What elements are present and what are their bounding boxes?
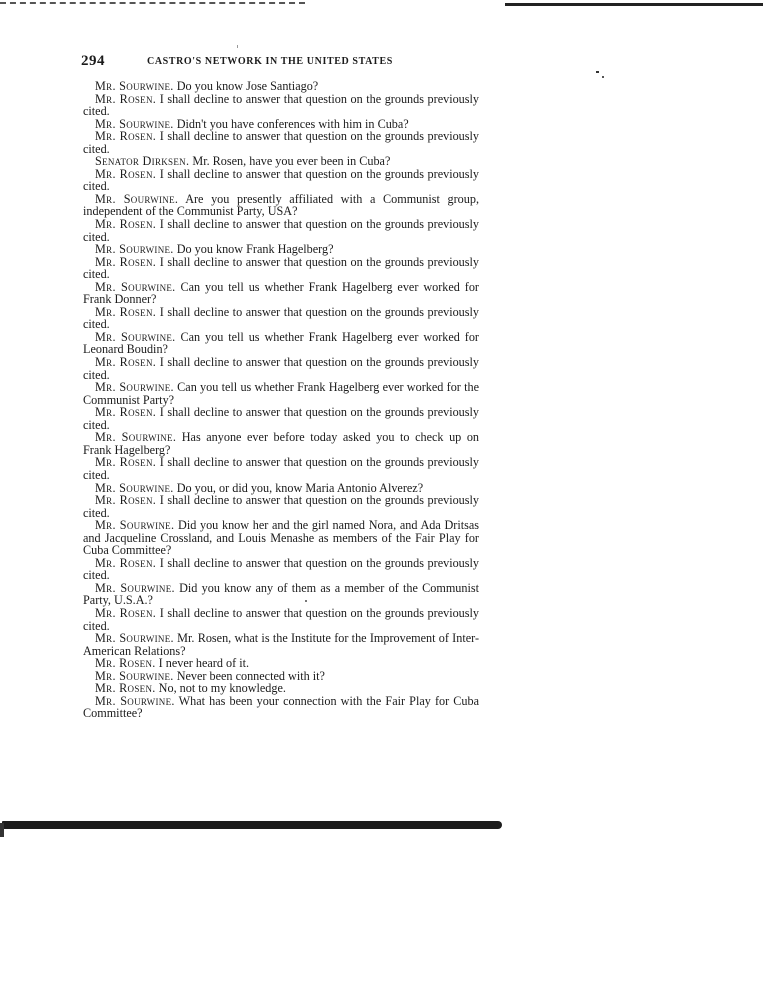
transcript-paragraph xyxy=(83,356,479,381)
speaker-name: Mr. Rosen. xyxy=(95,166,157,181)
testimony-text: Never been connected with it? xyxy=(176,668,325,683)
speaker-name: Mr. Sourwine. xyxy=(95,191,179,206)
speaker-name: Mr. Rosen. xyxy=(95,555,157,570)
speaker-name: Mr. Rosen. xyxy=(95,493,157,508)
transcript-paragraph xyxy=(83,607,479,632)
transcript-paragraph xyxy=(83,193,479,218)
transcript-paragraph xyxy=(83,93,479,118)
testimony-text: No, not to my knowledge. xyxy=(158,681,286,696)
speaker-name: Mr. Sourwine. xyxy=(95,279,176,294)
transcript-paragraph xyxy=(83,218,479,243)
speaker-name: Mr. Sourwine. xyxy=(95,116,174,131)
transcript-paragraph xyxy=(83,406,479,431)
testimony-text: Do you know Jose Santiago? xyxy=(176,79,319,93)
transcript-paragraph xyxy=(83,130,479,155)
speaker-name: Mr. Sourwine. xyxy=(95,430,177,445)
transcript-paragraph xyxy=(83,168,479,193)
top-dashed-rule xyxy=(0,2,305,4)
testimony-text: Can you tell us whether Frank Hagelberg ever worked for Frank Donner? xyxy=(83,279,479,307)
top-solid-rule xyxy=(505,3,763,6)
testimony-text: I shall decline to answer that question on the grounds previously cited. xyxy=(83,555,480,583)
transcript-paragraph xyxy=(83,281,479,306)
testimony-text: Do you, or did you, know Maria Antonio Alverez? xyxy=(176,480,424,495)
testimony-text: I shall decline to answer that question on the grounds previously cited. xyxy=(83,605,480,633)
testimony-text: I shall decline to answer that question on the grounds previously cited. xyxy=(83,405,480,432)
testimony-text: Did you know any of them as a member of the Communist Party, U.S.A.? xyxy=(83,580,480,608)
testimony-text: I shall decline to answer that question on the grounds previously cited. xyxy=(83,455,480,482)
speaker-name: Mr. Rosen. xyxy=(95,254,157,269)
testimony-text: I shall decline to answer that question on the grounds previously cited. xyxy=(83,304,480,332)
speaker-name: Mr. Rosen. xyxy=(95,455,157,470)
testimony-text: I shall decline to answer that question on the grounds previously cited. xyxy=(83,91,480,119)
transcript-paragraph xyxy=(83,381,479,406)
speaker-name: Mr. Sourwine. xyxy=(95,631,174,646)
speaker-name: Mr. Rosen. xyxy=(95,304,157,319)
speaker-name: Mr. Rosen. xyxy=(95,355,157,370)
transcript-paragraph xyxy=(83,695,479,720)
transcript-paragraph xyxy=(83,456,479,481)
speaker-name: Mr. Rosen. xyxy=(95,405,157,420)
speaker-name: Mr. Sourwine. xyxy=(95,518,175,533)
transcript-paragraph xyxy=(83,331,479,356)
transcript-paragraph xyxy=(83,632,479,657)
page-number: 294 xyxy=(81,53,105,69)
testimony-text: Do you know Frank Hagelberg? xyxy=(176,242,334,257)
scan-speck xyxy=(602,76,604,78)
speaker-name: Mr. Sourwine. xyxy=(95,380,174,395)
speaker-name: Mr. Sourwine. xyxy=(95,580,175,595)
speaker-name: Mr. Rosen. xyxy=(95,217,157,232)
speaker-name: Mr. Rosen. xyxy=(95,91,157,106)
testimony-text: What has been your connection with the Fair Play for Cuba Committee? xyxy=(83,693,480,721)
speaker-name: Mr. Sourwine. xyxy=(95,693,175,708)
bottom-rule-edge xyxy=(0,823,4,837)
speaker-name: Mr. Rosen. xyxy=(95,681,156,696)
testimony-text: I shall decline to answer that question on the grounds previously cited. xyxy=(83,166,480,194)
testimony-text: Mr. Rosen, what is the Institute for the Improvement of Inter-American Relations? xyxy=(83,631,480,658)
testimony-text: I shall decline to answer that question on the grounds previously cited. xyxy=(83,355,480,382)
testimony-text: Has anyone ever before today asked you to check up on Frank Hagelberg? xyxy=(83,430,480,457)
speaker-name: Mr. Sourwine. xyxy=(95,668,174,683)
speaker-name: Mr. Sourwine. xyxy=(95,329,176,344)
running-head: CASTRO'S NETWORK IN THE UNITED STATES xyxy=(147,56,393,67)
transcript-paragraph xyxy=(83,494,479,519)
speaker-name: Mr. Rosen. xyxy=(95,656,156,671)
testimony-text: I never heard of it. xyxy=(158,656,250,671)
testimony-text: I shall decline to answer that question on the grounds previously cited. xyxy=(83,217,480,244)
speaker-name: Senator Dirksen. xyxy=(95,154,190,169)
transcript-paragraph xyxy=(83,431,479,456)
testimony-text: I shall decline to answer that question on the grounds previously cited. xyxy=(83,254,480,282)
testimony-text: Mr. Rosen, have you ever been in Cuba? xyxy=(192,154,391,169)
speaker-name: Mr. Sourwine. xyxy=(95,480,174,495)
scan-speck xyxy=(237,45,238,48)
transcript-paragraph xyxy=(83,582,479,607)
speaker-name: Mr. Rosen. xyxy=(95,605,157,620)
page-header xyxy=(81,53,481,73)
transcript-paragraph xyxy=(83,306,479,331)
transcript-paragraph xyxy=(83,519,479,557)
scan-speck xyxy=(596,71,599,73)
speaker-name: Mr. Sourwine. xyxy=(95,79,174,93)
testimony-text: I shall decline to answer that question on the grounds previously cited. xyxy=(83,129,480,156)
testimony-text: Can you tell us whether Frank Hagelberg ever worked for Leonard Boudin? xyxy=(83,329,479,357)
top-page-rule xyxy=(0,0,763,8)
speaker-name: Mr. Rosen. xyxy=(95,129,157,144)
speaker-name: Mr. Sourwine. xyxy=(95,242,174,257)
testimony-text: Are you presently affiliated with a Communist group, independent of the Communist Party, USA? xyxy=(83,191,479,219)
transcript-body xyxy=(83,80,479,720)
transcript-paragraph xyxy=(83,557,479,582)
testimony-text: Didn't you have conferences with him in Cuba? xyxy=(176,116,409,131)
bottom-page-rule xyxy=(2,821,502,829)
testimony-text: Did you know her and the girl named Nora, and Ada Dritsas and Jacqueline Crossland, and Louis Menashe as members of the Fair Play for Cuba Committee? xyxy=(83,518,479,558)
testimony-text: I shall decline to answer that question on the grounds previously cited. xyxy=(83,493,480,520)
testimony-text: Can you tell us whether Frank Hagelberg ever worked for the Communist Party? xyxy=(83,380,479,407)
transcript-paragraph xyxy=(83,256,479,281)
